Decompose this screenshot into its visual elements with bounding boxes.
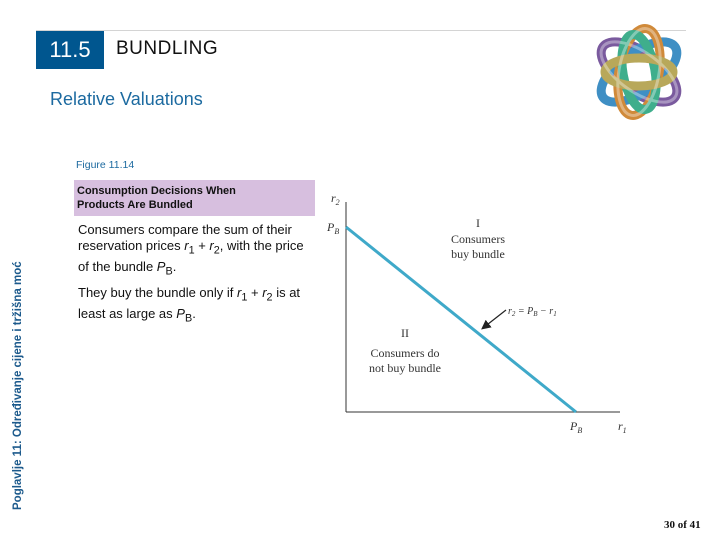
y-intercept-label: $P_B$	[327, 220, 340, 236]
section-number-badge: 11.5	[36, 31, 104, 69]
region-two-label-line: not buy bundle	[369, 361, 441, 375]
figure-label: Figure 11.14	[76, 159, 135, 171]
text-run: +	[247, 285, 263, 300]
region-one-numeral: I	[476, 216, 480, 230]
paragraph-compare	[78, 222, 314, 279]
region-one-label-line: buy bundle	[451, 247, 505, 261]
x-intercept-label: $P_B$	[570, 419, 583, 435]
interlocking-rings-logo	[584, 22, 694, 124]
region-one-label-line: Consumers	[451, 232, 505, 246]
caption-line: Products Are Bundled	[77, 199, 193, 211]
text-run: is at least as large as	[78, 285, 301, 321]
math-r1: r	[237, 285, 242, 300]
math-pb: P	[156, 258, 166, 274]
text-run: +	[194, 238, 210, 253]
chapter-side-label: Poglavlje 11: Određivanje cijene i tržišna moć	[12, 261, 24, 510]
bundle-decision-diagram	[318, 180, 638, 440]
math-sub: B	[184, 312, 193, 325]
math-sub: 1	[241, 291, 248, 304]
region-two-label-line: Consumers do	[370, 346, 440, 360]
math-sub: 1	[188, 244, 195, 257]
math-sub: B	[165, 265, 173, 278]
text-run: .	[192, 305, 196, 321]
math-sub: 2	[213, 244, 220, 257]
text-run: .	[172, 258, 177, 274]
region-two-numeral: II	[401, 326, 409, 340]
figure-caption	[77, 184, 313, 212]
math-r2: r	[209, 238, 214, 253]
caption-line: Consumption Decisions When	[77, 185, 236, 197]
line-equation: $r_2 = P_B - r_1$	[508, 306, 557, 318]
paragraph-condition	[78, 285, 314, 326]
section-title: BUNDLING	[116, 38, 219, 59]
page-number: 30 of 41	[664, 519, 701, 531]
text-run: Consumers compare the sum of their reservation prices	[78, 222, 292, 253]
math-r1: r	[184, 238, 189, 253]
text-run: They buy the bundle only if	[78, 285, 237, 300]
text-run: , with the price of the bundle	[78, 238, 304, 274]
x-axis-label: $r_1$	[618, 419, 627, 435]
math-sub: 2	[266, 291, 273, 304]
math-pb: P	[176, 305, 185, 321]
y-axis-label: $r_2$	[331, 191, 340, 207]
equation-arrow	[483, 310, 506, 328]
slide-subtitle: Relative Valuations	[50, 89, 203, 109]
math-r2: r	[262, 285, 267, 300]
